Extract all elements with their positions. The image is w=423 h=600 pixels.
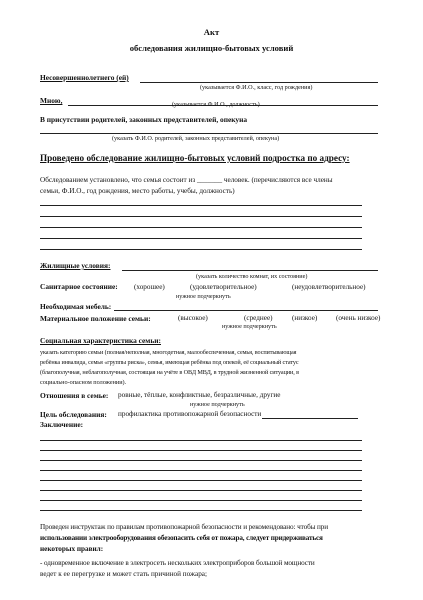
living-label: Жилищные условия: — [40, 261, 111, 270]
sanitary-label: Санитарное состояние: — [40, 282, 118, 291]
conclusion-line — [40, 450, 362, 451]
conclusion-line — [40, 500, 362, 501]
conclusion-label: Заключение: — [40, 420, 84, 429]
sanitary-option: (удовлетворительное) — [190, 283, 257, 291]
sanitary-option: (неудовлетворительное) — [292, 283, 366, 291]
purpose-line — [262, 418, 358, 419]
conclusion-line — [40, 470, 362, 471]
presence-line — [40, 133, 378, 134]
conclusion-line — [40, 440, 362, 441]
social-line: социально-опасном положении). — [40, 379, 127, 386]
section-title: Проведено обследование жилищно-бытовых условий подростка по адресу: — [40, 153, 350, 163]
material-option: (среднее) — [244, 314, 273, 322]
family-blank-line — [40, 238, 362, 239]
by-hint: (указывается Ф.И.О., должность) — [172, 101, 260, 108]
family-line-2: семьи, Ф.И.О., год рождения, место работы, учебы, должность) — [40, 187, 235, 195]
sanitary-option: (хорошее) — [134, 283, 165, 291]
conclusion-line — [40, 460, 362, 461]
instruction-line: Проведен инструктаж по правилам противопожарной безопасности и рекомендовано: чтобы при — [40, 523, 329, 531]
instruction-line: некоторых правил: — [40, 545, 104, 553]
social-label: Социальная характеристика семьи: — [40, 336, 161, 345]
purpose-label: Цель обследования: — [40, 410, 107, 419]
conclusion-line — [40, 490, 362, 491]
living-hint: (указать количество комнат, их состояние) — [196, 273, 308, 280]
family-blank-line — [40, 249, 362, 250]
material-label: Материальное положение семьи: — [40, 314, 151, 323]
minor-hint: (указывается Ф.И.О., класс, год рождения) — [200, 84, 313, 91]
underline-hint: нужное подчеркнуть — [222, 323, 277, 330]
purpose-value: профилактика противопожарной безопасности — [118, 410, 262, 418]
conclusion-line — [40, 510, 362, 511]
document-subtitle: обследования жилищно-бытовых условий — [129, 43, 294, 53]
instruction-line: ведет к ее перегрузке и может стать причиной пожара; — [40, 570, 207, 578]
instruction-line: использовании электрооборудования обезопасить себя от пожара, следует придерживаться — [40, 534, 323, 542]
presence-hint: (указать Ф.И.О. родителей, законных представителей, опекуна) — [112, 135, 280, 142]
material-option: (высокое) — [178, 314, 208, 322]
minor-label: Несовершеннолетнего (ей) — [40, 73, 129, 82]
presence-label: В присутствии родителей, законных представителей, опекуна — [40, 115, 248, 124]
family-line-1: Обследованием установлено, что семья состоит из _______ человек. (перечисляются все члены — [40, 176, 333, 184]
relations-options: ровные, тёплые, конфликтные, безразличные, другие — [118, 391, 281, 399]
furniture-label: Необходимая мебель: — [40, 302, 112, 311]
underline-hint: нужное подчеркнуть — [190, 401, 245, 408]
social-line: указать категорию семьи (полная/неполная, многодетная, малообеспеченная, семья, воспитывающая — [40, 349, 297, 356]
family-blank-line — [40, 227, 362, 228]
family-blank-line — [40, 216, 362, 217]
underline-hint: нужное подчеркнуть — [176, 293, 231, 300]
minor-line — [140, 82, 378, 83]
social-line: (благополучная, неблагополучная, состоящая на учёте в ОВД МВД, в трудной жизненной ситуации, в — [40, 369, 299, 376]
family-blank-line — [40, 205, 362, 206]
document-title: Акт — [203, 27, 220, 37]
furniture-line — [114, 310, 378, 311]
living-line — [122, 270, 378, 271]
conclusion-line — [40, 480, 362, 481]
by-label: Мною, — [40, 96, 63, 105]
material-option: (очень низкое) — [336, 314, 381, 322]
social-line: ребёнка инвалида, семья «группы риска», семья, имеющая ребёнка под опекой, её социальный статус — [40, 359, 299, 366]
instruction-line: - одновременное включение в электросеть нескольких электроприборов большой мощности — [40, 559, 315, 567]
material-option: (низкое) — [292, 314, 318, 322]
relations-label: Отношения в семье: — [40, 391, 109, 400]
